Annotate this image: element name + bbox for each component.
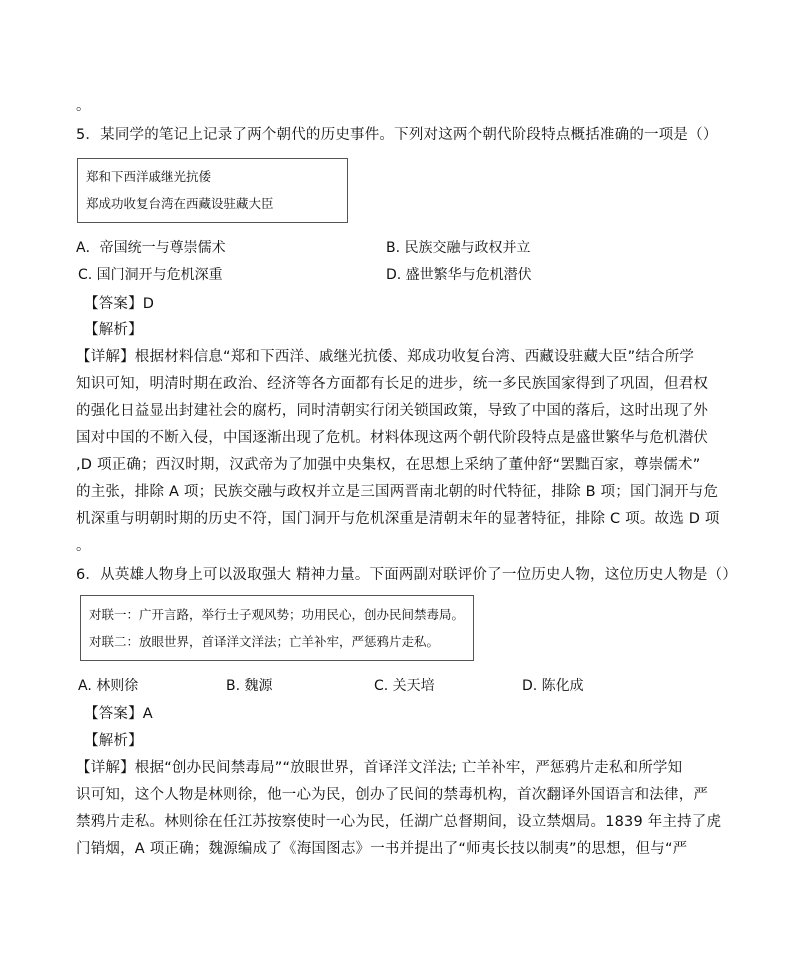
- q5-detail-line: 。: [76, 538, 91, 554]
- q6-detail-line: 禁鸦片走私。林则徐在任江苏按察使时一心为民，任湖广总督期间，设立禁烟局。1839 年主持了虎: [76, 814, 722, 830]
- q6-material-box: [80, 595, 474, 661]
- stray-period: 。: [76, 98, 91, 114]
- q6-stem: 6．从英雄人物身上可以汲取强大 精神力量。下面两副对联评价了一位历史人物，这位历史人物是（）: [76, 567, 738, 583]
- q5-material-line-1: 郑和下西洋戚继光抗倭: [86, 169, 212, 184]
- q5-option-b: B. 民族交融与政权并立: [386, 240, 531, 256]
- q6-answer: 【答案】A: [84, 706, 153, 722]
- q5-answer: 【答案】D: [84, 296, 155, 312]
- q5-option-d: D. 盛世繁华与危机潜伏: [386, 267, 532, 283]
- q6-couplet-2: 对联二：放眼世界，首译洋文洋法；亡羊补牢，严惩鸦片走私。: [89, 634, 440, 649]
- q5-material-line-2: 郑成功收复台湾在西藏设驻藏大臣: [86, 196, 274, 211]
- q6-detail-line: 【详解】根据“创办民间禁毒局”“放眼世界，首译洋文洋法; 亡羊补牢，严惩鸦片走私和所学知: [76, 760, 683, 776]
- q6-analysis-label: 【解析】: [84, 733, 143, 749]
- q5-detail-line: 知识可知，明清时期在政治、经济等各方面都有长足的进步，统一多民族国家得到了巩固，但君权: [76, 376, 709, 392]
- q6-option-c: C. 关天培: [374, 678, 435, 694]
- q5-material-box: [77, 158, 348, 223]
- q6-option-d: D. 陈化成: [522, 678, 584, 694]
- q5-detail-line: 【详解】根据材料信息“郑和下西洋、戚继光抗倭、郑成功收复台湾、西藏设驻藏大臣”结合所学: [76, 349, 695, 365]
- q6-detail-line: 门销烟，A 项正确；魏源编成了《海国图志》一书并提出了“师夷长技以制夷”的思想，但与“严: [76, 841, 688, 857]
- q6-detail-line: 识可知，这个人物是林则徐，他一心为民，创办了民间的禁毒机构，首次翻译外国语言和法律，严: [76, 787, 709, 803]
- q5-option-a: A．帝国统一与尊崇儒术: [76, 240, 226, 256]
- q5-detail-line: ,D 项正确；西汉时期，汉武帝为了加强中央集权，在思想上采纳了董仲舒“罢黜百家，尊崇儒术”: [76, 457, 701, 473]
- q5-analysis-label: 【解析】: [84, 322, 143, 338]
- q5-option-c: C. 国门洞开与危机深重: [78, 267, 223, 283]
- q6-option-b: B. 魏源: [226, 678, 273, 694]
- q5-detail-line: 机深重与明朝时期的历史不符，国门洞开与危机深重是清朝末年的显著特征，排除 C 项。故选 D 项: [76, 511, 720, 527]
- q5-detail-line: 的强化日益显出封建社会的腐朽，同时清朝实行闭关锁国政策，导致了中国的落后，这时出现了外: [76, 403, 709, 419]
- q5-stem: 5．某同学的笔记上记录了两个朝代的历史事件。下列对这两个朝代阶段特点概括准确的一项是（）: [76, 127, 718, 143]
- q6-option-a: A. 林则徐: [78, 678, 139, 694]
- q5-detail-line: 国对中国的不断入侵，中国逐渐出现了危机。材料体现这两个朝代阶段特点是盛世繁华与危机潜伏: [76, 430, 709, 446]
- q5-detail-line: 的主张，排除 A 项；民族交融与政权并立是三国两晋南北朝的时代特征，排除 B 项；国门洞开与危: [76, 484, 719, 500]
- q6-couplet-1: 对联一：广开言路，举行士子观风势；功用民心，创办民间禁毒局。: [89, 607, 465, 622]
